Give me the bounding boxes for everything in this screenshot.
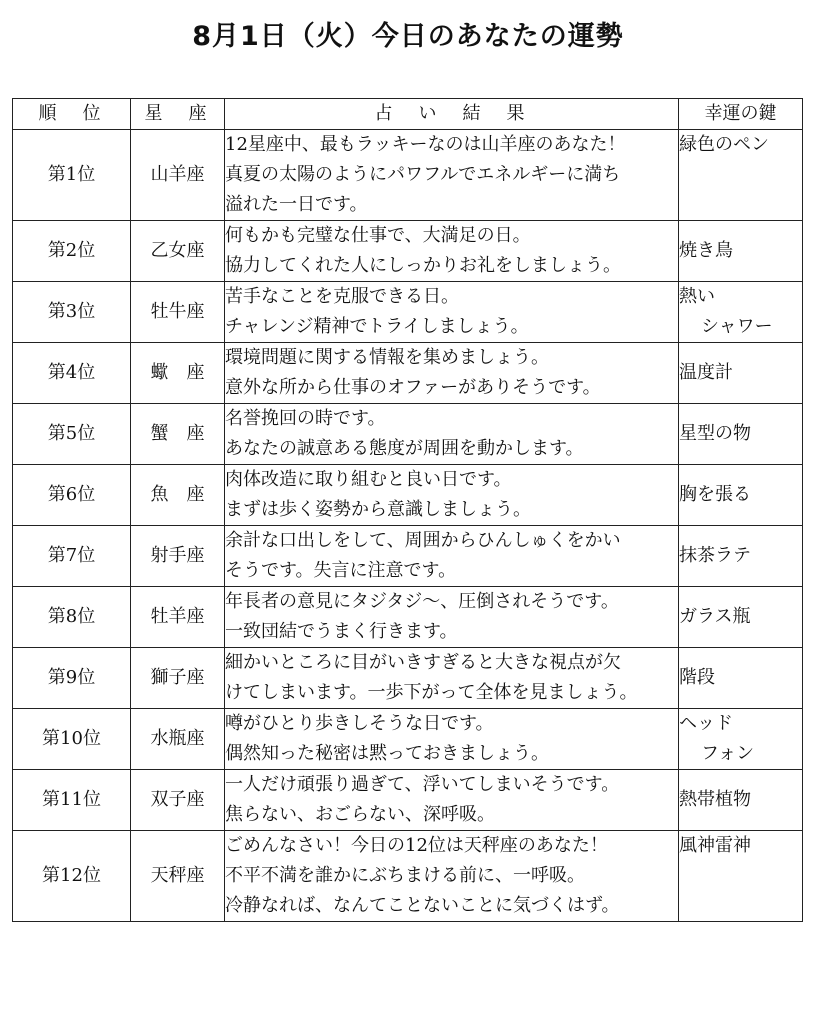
lucky-key-text: 星型の物	[679, 423, 751, 444]
result-line: 余計な口出しをして、周囲からひんしゅくをかい	[225, 530, 621, 551]
sign-cell: 牡牛座	[131, 282, 225, 343]
result-cell	[225, 526, 679, 587]
lucky-key-cell	[679, 343, 803, 404]
result-cell	[225, 587, 679, 648]
lucky-key-cell	[679, 130, 803, 221]
lucky-key-text: 抹茶ラテ	[679, 545, 751, 566]
result-cell	[225, 648, 679, 709]
sign-cell: 獅子座	[131, 648, 225, 709]
lucky-key-text: 階段	[679, 667, 715, 688]
rank-cell: 第12位	[13, 831, 131, 922]
sign-cell: 魚 座	[131, 465, 225, 526]
lucky-key-cell	[679, 709, 803, 770]
rank-cell: 第7位	[13, 526, 131, 587]
sign-cell: 射手座	[131, 526, 225, 587]
result-cell	[225, 831, 679, 922]
header-key: 幸運の鍵	[679, 99, 803, 130]
header-result: 占 い 結 果	[225, 99, 679, 130]
lucky-key-cell	[679, 831, 803, 922]
table-row	[13, 648, 803, 709]
result-line: 溢れた一日です。	[225, 194, 368, 215]
rank-cell: 第1位	[13, 130, 131, 221]
result-line: 苦手なことを克服できる日。	[225, 286, 459, 307]
rank-cell: 第11位	[13, 770, 131, 831]
lucky-key-text: 胸を張る	[679, 484, 751, 505]
result-cell	[225, 221, 679, 282]
sign-cell: 蟹 座	[131, 404, 225, 465]
result-line: 不平不満を誰かにぶちまける前に、一呼吸。	[225, 865, 585, 886]
lucky-key-text: 風神雷神	[679, 835, 751, 856]
result-line: 真夏の太陽のようにパワフルでエネルギーに満ち	[225, 164, 621, 185]
result-cell	[225, 404, 679, 465]
lucky-key-cell	[679, 404, 803, 465]
result-line: 何もかも完璧な仕事で、大満足の日。	[225, 225, 531, 246]
sign-cell: 牡羊座	[131, 587, 225, 648]
rank-cell: 第2位	[13, 221, 131, 282]
lucky-key-text: 熱い	[679, 286, 715, 307]
result-line: 12星座中、最もラッキーなのは山羊座のあなた！	[225, 134, 626, 155]
lucky-key-cell	[679, 465, 803, 526]
lucky-key-cell	[679, 587, 803, 648]
result-line: そうです。失言に注意です。	[225, 560, 457, 581]
table-row	[13, 526, 803, 587]
result-line: あなたの誠意ある態度が周囲を動かします。	[225, 438, 584, 459]
lucky-key-text: 熱帯植物	[679, 789, 751, 810]
lucky-key-text: シャワー	[701, 316, 773, 337]
result-cell	[225, 709, 679, 770]
result-line: 協力してくれた人にしっかりお礼をしましょう。	[225, 255, 621, 276]
result-cell	[225, 343, 679, 404]
table-row	[13, 282, 803, 343]
result-line: 噂がひとり歩きしそうな日です。	[225, 713, 494, 734]
lucky-key-text: フォン	[701, 743, 755, 764]
result-line: 年長者の意見にタジタジ〜、圧倒されそうです。	[225, 591, 619, 612]
result-cell	[225, 465, 679, 526]
lucky-key-text: 温度計	[679, 362, 733, 383]
table-row	[13, 831, 803, 922]
sign-cell: 乙女座	[131, 221, 225, 282]
result-line: 名誉挽回の時です。	[225, 408, 386, 429]
rank-cell: 第10位	[13, 709, 131, 770]
rank-cell: 第8位	[13, 587, 131, 648]
header-sign: 星 座	[131, 99, 225, 130]
sign-cell: 水瓶座	[131, 709, 225, 770]
result-cell	[225, 770, 679, 831]
table-row	[13, 343, 803, 404]
result-cell	[225, 282, 679, 343]
result-line: 焦らない、おごらない、深呼吸。	[225, 804, 495, 825]
table-row	[13, 221, 803, 282]
lucky-key-text: 緑色のペン	[679, 134, 769, 155]
sign-cell: 山羊座	[131, 130, 225, 221]
result-line: まずは歩く姿勢から意識しましょう。	[225, 499, 531, 520]
table-row	[13, 130, 803, 221]
lucky-key-cell	[679, 526, 803, 587]
table-row	[13, 770, 803, 831]
result-line: けてしまいます。一歩下がって全体を見ましょう。	[225, 682, 638, 703]
lucky-key-cell	[679, 770, 803, 831]
sign-cell: 蠍 座	[131, 343, 225, 404]
result-line: ごめんなさい！今日の12位は天秤座のあなた！	[225, 835, 608, 856]
result-line: 一人だけ頑張り過ぎて、浮いてしまいそうです。	[225, 774, 620, 795]
fortune-table	[12, 98, 803, 922]
rank-cell: 第9位	[13, 648, 131, 709]
rank-cell: 第6位	[13, 465, 131, 526]
sign-cell: 双子座	[131, 770, 225, 831]
result-line: チャレンジ精神でトライしましょう。	[225, 316, 529, 337]
result-line: 偶然知った秘密は黙っておきましょう。	[225, 743, 549, 764]
lucky-key-cell	[679, 221, 803, 282]
table-row	[13, 404, 803, 465]
rank-cell: 第3位	[13, 282, 131, 343]
result-line: 肉体改造に取り組むと良い日です。	[225, 469, 512, 490]
header-row	[13, 99, 803, 130]
table-row	[13, 465, 803, 526]
result-line: 冷静なれば、なんてことないことに気づくはず。	[225, 895, 620, 916]
rank-cell: 第4位	[13, 343, 131, 404]
result-cell	[225, 130, 679, 221]
fortune-body	[13, 130, 803, 922]
page-title: 8月1日（火）今日のあなたの運勢	[192, 21, 624, 52]
lucky-key-cell	[679, 282, 803, 343]
header-rank: 順 位	[13, 99, 131, 130]
lucky-key-text: 焼き鳥	[679, 240, 733, 261]
result-line: 意外な所から仕事のオファーがありそうです。	[225, 377, 601, 398]
table-row	[13, 587, 803, 648]
lucky-key-text: ヘッド	[679, 713, 733, 734]
result-line: 一致団結でうまく行きます。	[225, 621, 458, 642]
sign-cell: 天秤座	[131, 831, 225, 922]
result-line: 環境問題に関する情報を集めましょう。	[225, 347, 549, 368]
table-row	[13, 709, 803, 770]
lucky-key-cell	[679, 648, 803, 709]
result-line: 細かいところに目がいきすぎると大きな視点が欠	[225, 652, 621, 673]
lucky-key-text: ガラス瓶	[679, 606, 751, 627]
rank-cell: 第5位	[13, 404, 131, 465]
